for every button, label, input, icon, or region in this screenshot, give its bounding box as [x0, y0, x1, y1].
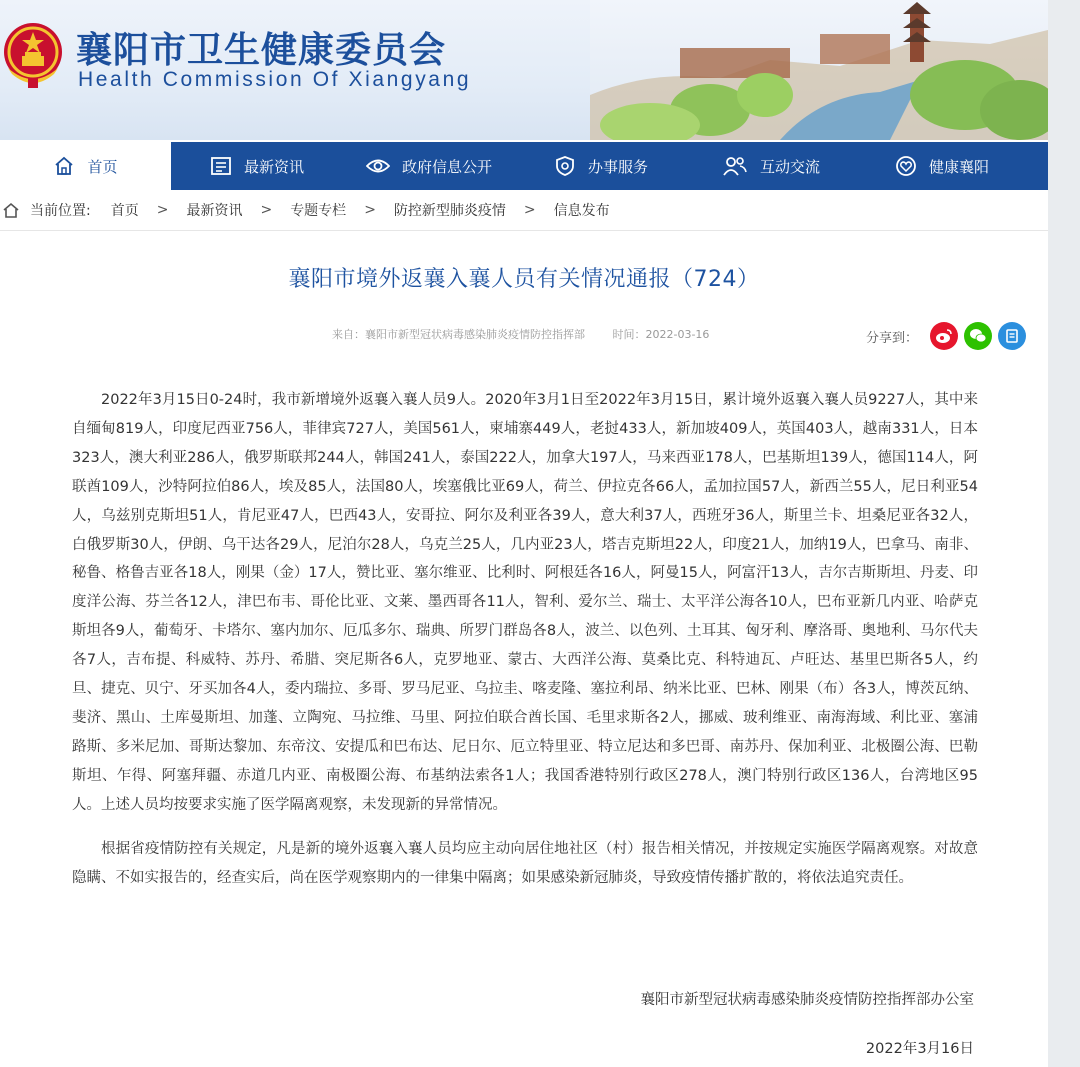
national-emblem-icon	[2, 18, 64, 90]
article-source: 来自：襄阳市新型冠状病毒感染肺炎疫情防控指挥部	[332, 328, 585, 341]
home-icon	[53, 155, 75, 177]
article-body	[72, 386, 978, 907]
nav-label: 健康襄阳	[929, 157, 990, 176]
nav-item-news[interactable]	[210, 142, 304, 190]
breadcrumb-item-release[interactable]: 信息发布	[553, 203, 610, 219]
share-bar	[866, 322, 1026, 350]
share-label: 分享到：	[866, 330, 919, 346]
nav-item-service[interactable]	[554, 142, 648, 190]
nav-label: 办事服务	[588, 157, 649, 176]
wechat-share-icon[interactable]	[964, 322, 992, 350]
nav-item-home[interactable]	[0, 142, 171, 190]
people-icon	[722, 155, 748, 177]
article-meta	[332, 326, 733, 342]
qzone-share-icon[interactable]	[998, 322, 1026, 350]
service-icon	[554, 155, 576, 177]
health-icon	[895, 155, 917, 177]
main-nav	[0, 142, 1048, 190]
breadcrumb	[0, 190, 1048, 231]
breadcrumb-item-special[interactable]: 专题专栏	[290, 203, 347, 219]
breadcrumb-item-news[interactable]: 最新资讯	[186, 203, 243, 219]
breadcrumb-separator: >	[156, 202, 169, 218]
nav-item-interaction[interactable]	[722, 142, 820, 190]
site-header	[0, 0, 1048, 140]
city-scenery-image	[590, 0, 1048, 140]
nav-item-gov-info[interactable]	[366, 142, 492, 190]
article-paragraph: 2022年3月15日0-24时，我市新增境外返襄入襄人员9人。2020年3月1日至2022年3月15日，累计境外返襄入襄人员9227人，其中来自缅甸819人，印度尼西亚756人，菲律宾727人，美国561人，柬埔寨449人，老挝433人，新加坡409人，英国403人，越南331人，日本323人，澳大利亚286人，俄罗斯联邦244人，韩国241人，泰国222人，加拿大197人，马来西亚178人，巴基斯坦139人，德国114人，阿联酋109人，沙特阿拉伯86人，埃及85人，法国80人，埃塞俄比亚69人，荷兰、伊拉克各66人，孟加拉国57人，新西兰55人，尼日利亚54人，乌兹别克斯坦51人，肯尼亚47人，巴西43人，安哥拉、阿尔及利亚各39人，意大利37人，西班牙36人，斯里兰卡、坦桑尼亚各32人，白俄罗斯30人，伊朗、乌干达各29人，尼泊尔28人，乌克兰25人，几内亚23人，塔吉克斯坦22人，印度21人，加纳19人，巴拿马、南非、秘鲁、格鲁吉亚各18人，刚果（金）17人，赞比亚、塞尔维亚、比利时、阿根廷各16人，阿曼15人，阿富汗13人，吉尔吉斯斯坦、丹麦、印度洋公海、芬兰各12人，津巴布韦、哥伦比亚、文莱、墨西哥各11人，智利、爱尔兰、瑞士、太平洋公海各10人，巴布亚新几内亚、哈萨克斯坦各9人，葡萄牙、卡塔尔、塞内加尔、厄瓜多尔、瑞典、所罗门群岛各8人，波兰、以色列、土耳其、匈牙利、摩洛哥、奥地利、马尔代夫各7人，吉布提、科威特、苏丹、希腊、突尼斯各6人，克罗地亚、蒙古、大西洋公海、莫桑比克、科特迪瓦、卢旺达、基里巴斯各5人，约旦、捷克、贝宁、牙买加各4人，委内瑞拉、多哥、罗马尼亚、乌拉圭、喀麦隆、塞拉利昂、纳米比亚、巴林、刚果（布）各3人，博茨瓦纳、斐济、黑山、土库曼斯坦、加蓬、立陶宛、马拉维、马里、阿拉伯联合酋长国、毛里求斯各2人，挪威、玻利维亚、南海海域、利比亚、塞浦路斯、多米尼加、哥斯达黎加、东帝汶、安提瓜和巴布达、尼日尔、厄立特里亚、特立尼达和多巴哥、南苏丹、保加利亚、北极圈公海、巴勒斯坦、乍得、阿塞拜疆、赤道几内亚、南极圈公海、布基纳法索各1人；我国香港特别行政区278人，澳门特别行政区136人，台湾地区95人。上述人员均按要求实施了医学隔离观察，未发现新的异常情况。	[72, 392, 978, 813]
nav-label: 最新资讯	[244, 157, 305, 176]
nav-label: 互动交流	[760, 157, 821, 176]
breadcrumb-item-epidemic[interactable]: 防控新型肺炎疫情	[393, 203, 506, 219]
site-subtitle: Health Commission Of Xiangyang	[78, 68, 472, 91]
breadcrumb-separator: >	[260, 202, 273, 218]
signature-date: 2022年3月16日	[865, 1041, 974, 1057]
signature-org: 襄阳市新型冠状病毒感染肺炎疫情防控指挥部办公室	[640, 992, 974, 1008]
home-icon	[2, 201, 20, 219]
breadcrumb-item-home[interactable]: 首页	[110, 203, 139, 219]
nav-label: 首页	[87, 157, 118, 176]
nav-item-health[interactable]	[895, 142, 989, 190]
weibo-share-icon[interactable]	[930, 322, 958, 350]
news-icon	[210, 156, 232, 176]
page-side-margin	[1048, 0, 1080, 1067]
breadcrumb-prefix: 当前位置:	[30, 203, 91, 219]
eye-icon	[366, 157, 390, 175]
breadcrumb-separator: >	[364, 202, 376, 218]
article-title: 襄阳市境外返襄入襄人员有关情况通报（724）	[288, 267, 760, 292]
site-title: 襄阳市卫生健康委员会	[76, 30, 447, 71]
breadcrumb-separator: >	[523, 202, 536, 218]
article-time: 时间：2022-03-16	[612, 328, 710, 341]
nav-label: 政府信息公开	[402, 157, 493, 176]
article-paragraph: 根据省疫情防控有关规定，凡是新的境外返襄入襄人员均应主动向居住地社区（村）报告相关情况，并按规定实施医学隔离观察。对故意隐瞒、不如实报告的，经查实后，尚在医学观察期内的一律集中隔离；如果感染新冠肺炎，导致疫情传播扩散的，将依法追究责任。	[72, 840, 978, 886]
